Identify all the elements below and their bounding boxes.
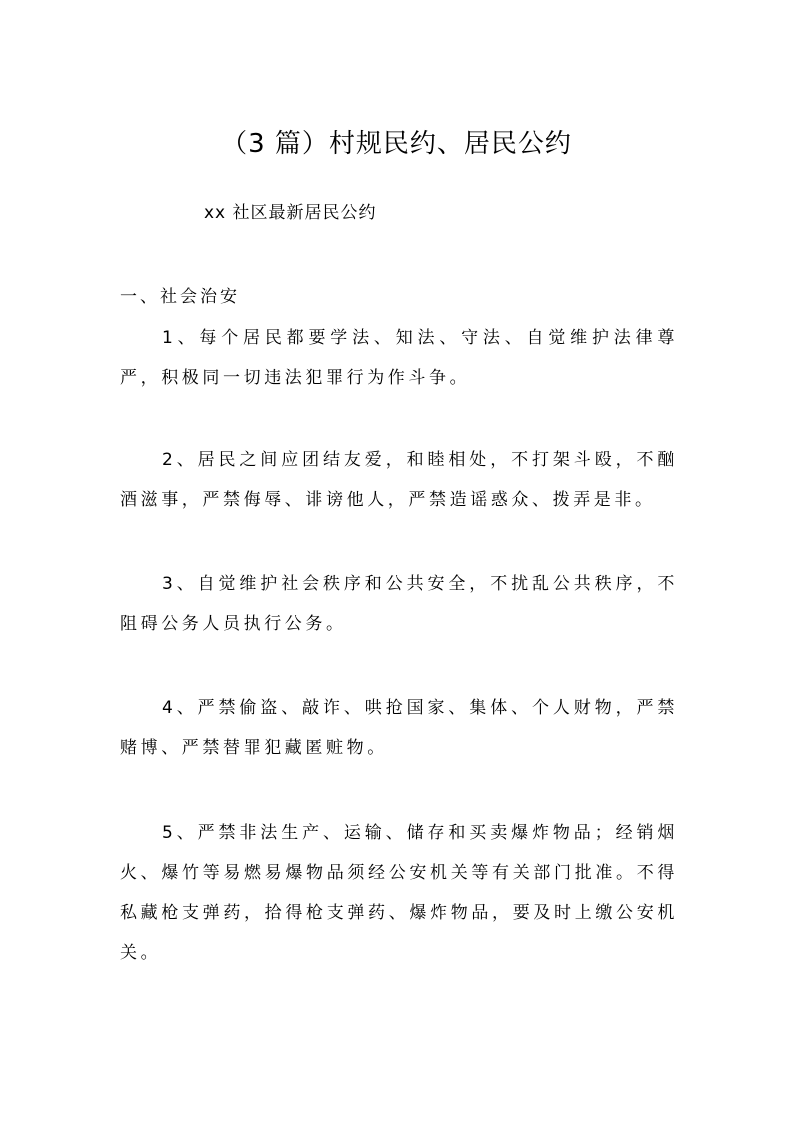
document-title: （3 篇）村规民约、居民公约 — [221, 129, 572, 159]
paragraph-2: 2、居民之间应团结友爱，和睦相处，不打架斗殴，不酗酒滋事，严禁侮辱、诽谤他人，严禁造谣惑众、拨弄是非。 — [120, 450, 678, 510]
paragraph-4: 4、严禁偷盗、敲诈、哄抢国家、集体、个人财物，严禁赌博、严禁替罪犯藏匿赃物。 — [120, 698, 678, 758]
paragraph-5: 5、严禁非法生产、运输、储存和买卖爆炸物品；经销烟火、爆竹等易燃易爆物品须经公安机关等有关部门批准。不得私藏枪支弹药，拾得枪支弹药、爆炸物品，要及时上缴公安机关。 — [120, 823, 678, 963]
paragraph-3: 3、自觉维护社会秩序和公共安全，不扰乱公共秩序，不阻碍公务人员执行公务。 — [120, 574, 678, 634]
section-heading: 一、社会治安 — [120, 287, 240, 307]
document-subtitle: xx 社区最新居民公约 — [204, 203, 377, 223]
paragraph-1: 1、每个居民都要学法、知法、守法、自觉维护法律尊严，积极同一切违法犯罪行为作斗争。 — [120, 328, 678, 388]
